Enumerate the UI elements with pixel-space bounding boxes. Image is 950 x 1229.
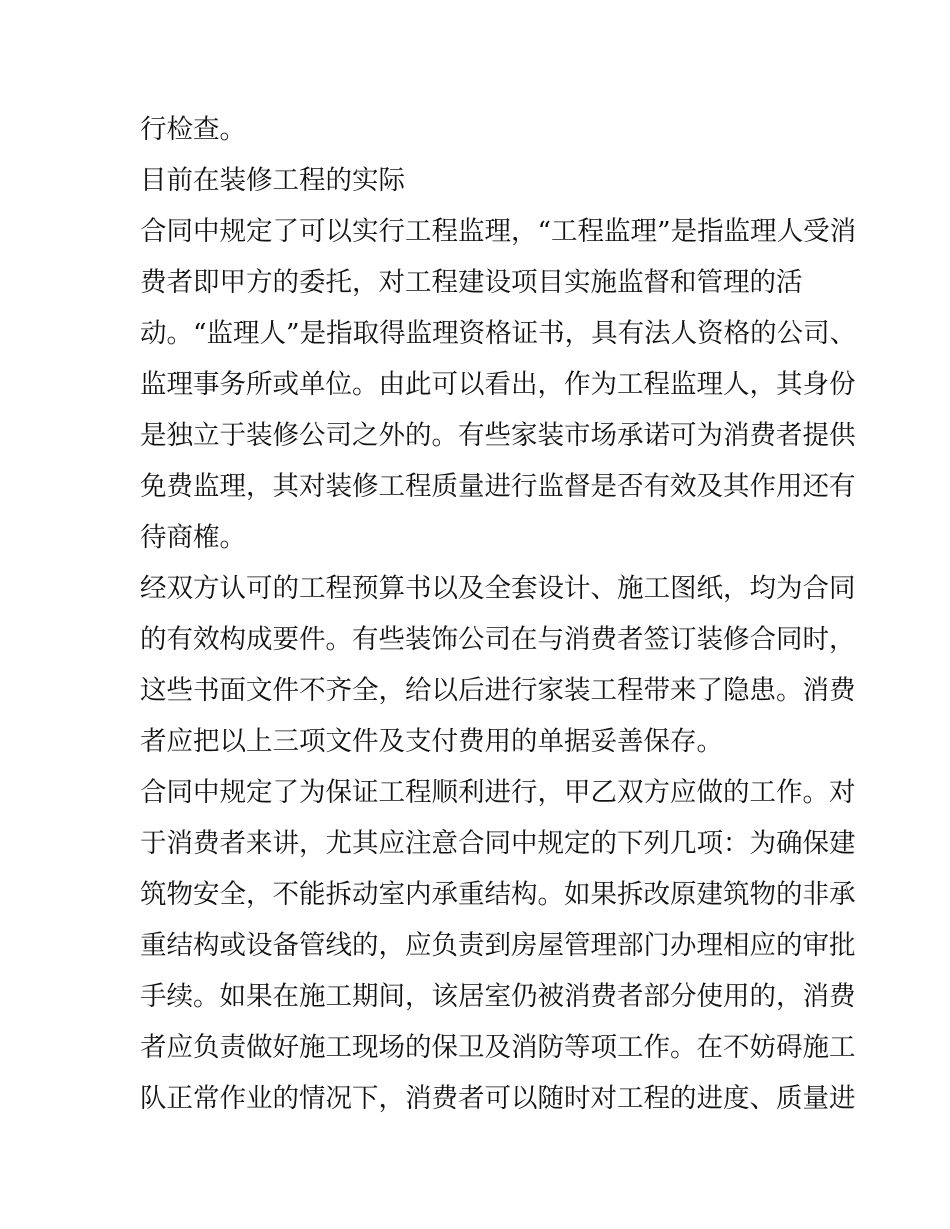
text-line: 者应把以上三项文件及支付费用的单据妥善保存。	[140, 726, 723, 757]
text-line: 费者即甲方的委托，对工程建设项目实施监督和管理的活	[140, 267, 803, 298]
text-line: 动。“监理人”是指取得监理资格证书，具有法人资格的公司、	[140, 318, 857, 349]
text-line: 行检查。	[140, 114, 246, 145]
text-line: 者应负责做好施工现场的保卫及消防等项工作。在不妨碍施工	[140, 1032, 856, 1063]
text-line: 筑物安全，不能拆动室内承重结构。如果拆改原建筑物的非承	[140, 879, 856, 910]
text-line: 这些书面文件不齐全，给以后进行家装工程带来了隐患。消费	[140, 675, 856, 706]
text-line: 是独立于装修公司之外的。有些家装市场承诺可为消费者提供	[140, 420, 856, 451]
text-line: 合同中规定了可以实行工程监理，“工程监理”是指监理人受消	[140, 216, 857, 247]
text-line: 待商榷。	[140, 522, 246, 553]
text-line: 监理事务所或单位。由此可以看出，作为工程监理人，其身份	[140, 369, 856, 400]
text-line: 重结构或设备管线的，应负责到房屋管理部门办理相应的审批	[140, 930, 856, 961]
text-line: 目前在装修工程的实际	[140, 165, 405, 196]
text-line: 于消费者来讲，尤其应注意合同中规定的下列几项：为确保建	[140, 828, 856, 859]
text-line: 手续。如果在施工期间，该居室仍被消费者部分使用的，消费	[140, 981, 856, 1012]
text-line: 队正常作业的情况下，消费者可以随时对工程的进度、质量进	[140, 1083, 856, 1114]
text-line: 的有效构成要件。有些装饰公司在与消费者签订装修合同时，	[140, 624, 856, 655]
text-line: 合同中规定了为保证工程顺利进行，甲乙双方应做的工作。对	[140, 777, 856, 808]
document-page	[140, 104, 857, 1124]
text-line: 经双方认可的工程预算书以及全套设计、施工图纸，均为合同	[140, 573, 856, 604]
text-line: 免费监理，其对装修工程质量进行监督是否有效及其作用还有	[140, 471, 856, 502]
